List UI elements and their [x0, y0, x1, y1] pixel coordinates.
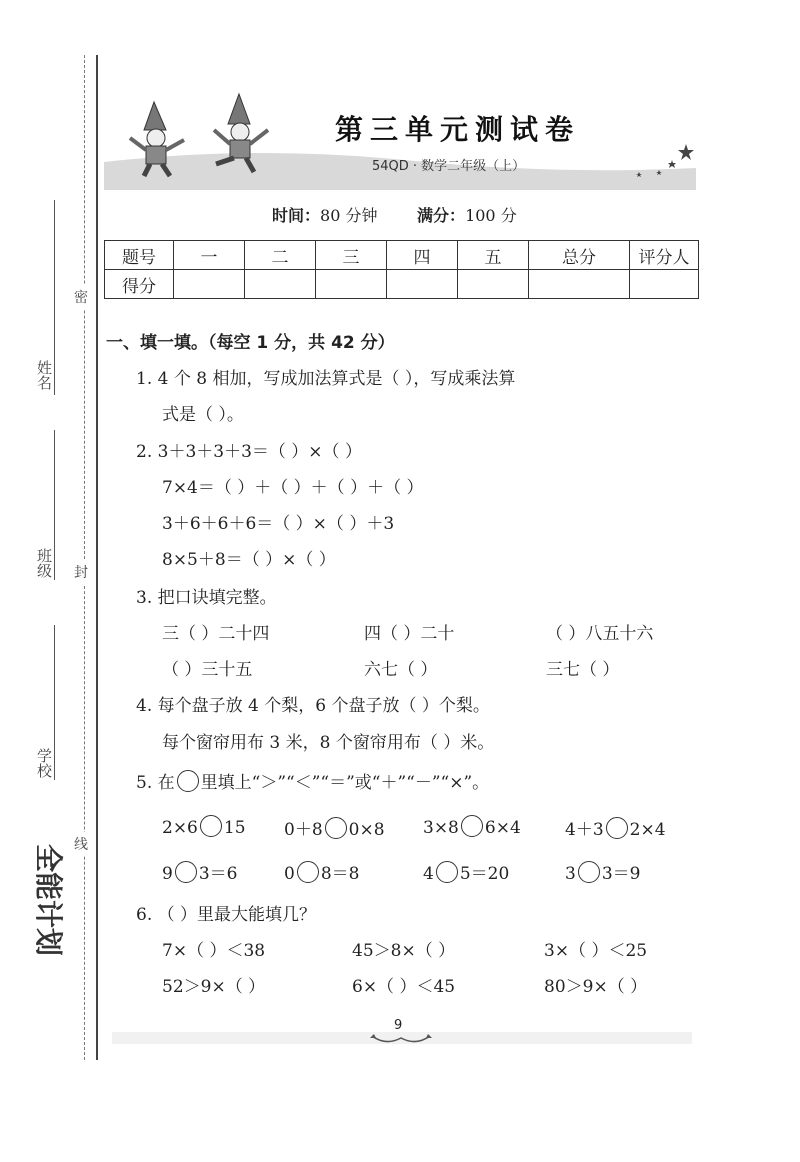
question-5a2: 0＋8 0×8: [284, 815, 385, 840]
binding-line: [96, 55, 98, 1060]
seal-mi: 密: [74, 285, 88, 309]
answer-circle[interactable]: [578, 861, 600, 883]
section-hint: （每空 1 分，共 42 分）: [208, 333, 395, 353]
circle-icon: [177, 770, 199, 792]
answer-circle[interactable]: [436, 861, 458, 883]
question-1b: 式是（ ）。: [162, 405, 244, 425]
question-1a: 1. 4 个 8 相加，写成加法算式是（ ），写成乘法算: [136, 369, 516, 389]
question-5b4: 3 3＝9: [565, 859, 640, 884]
cut-line-dashed: [84, 55, 85, 1060]
school-label: 学校: [35, 748, 53, 778]
question-6a1: 7×（ ）＜38: [162, 941, 266, 961]
question-6: 6. （ ）里最大能填几？: [136, 905, 317, 925]
table-cell: 一: [174, 241, 245, 270]
section-heading: [106, 328, 395, 353]
table-cell: 三: [316, 241, 387, 270]
question-4b: 每个窗帘用布 3 米，8 个窗帘用布（ ）米。: [162, 733, 495, 753]
school-blank[interactable]: [54, 625, 55, 780]
question-5b1: 9 3＝6: [162, 859, 237, 884]
question-6b1: 52＞9×（ ）: [162, 977, 266, 997]
score-header-row: [105, 241, 699, 270]
score-cell[interactable]: [245, 270, 316, 299]
score-value-row: [105, 270, 699, 299]
question-3b1: （ ）三十五: [162, 660, 253, 680]
question-4a: 4. 每个盘子放 4 个梨，6 个盘子放（ ）个梨。: [136, 696, 490, 716]
question-2b: 7×4＝（ ）＋（ ）＋（ ）＋（ ）: [162, 478, 424, 498]
question-5b3: 4 5＝20: [423, 859, 509, 884]
section-title: 一、填一填。: [106, 333, 208, 353]
seal-xian: 线: [74, 832, 88, 856]
brand-logo: [22, 830, 76, 970]
page-number: 9: [394, 1018, 403, 1033]
question-5a1: 2×6 15: [162, 815, 246, 838]
page-subtitle: 54QD · 数学二年级（上）: [372, 159, 526, 174]
name-blank[interactable]: [54, 200, 55, 395]
score-cell[interactable]: [458, 270, 529, 299]
question-3: 3. 把口诀填完整。: [136, 588, 277, 608]
score-label: 满分：: [417, 206, 466, 225]
class-blank[interactable]: [54, 430, 55, 580]
score-cell[interactable]: [529, 270, 630, 299]
question-2a: 2. 3＋3＋3＋3＝（ ）×（ ）: [136, 442, 362, 462]
question-6a2: 45＞8×（ ）: [352, 941, 456, 961]
table-cell: 评分人: [630, 241, 699, 270]
question-5a4: 4＋3 2×4: [565, 815, 666, 840]
question-5: 5. 在 里填上“＞”“＜”“＝”或“＋”“－”“×”。: [136, 768, 489, 793]
name-label: 姓名: [35, 360, 53, 390]
table-cell: 题号: [105, 241, 174, 270]
question-3b3: 三七（ ）: [546, 660, 620, 680]
question-2c: 3＋6＋6＋6＝（ ）×（ ）＋3: [162, 514, 395, 534]
table-cell: 得分: [105, 270, 174, 299]
page-title: 第三单元测试卷: [335, 113, 581, 146]
answer-circle[interactable]: [200, 815, 222, 837]
answer-circle[interactable]: [297, 861, 319, 883]
question-6b2: 6×（ ）＜45: [352, 977, 456, 997]
score-cell[interactable]: [174, 270, 245, 299]
score-table: [104, 240, 699, 299]
answer-circle[interactable]: [606, 817, 628, 839]
score-cell[interactable]: [316, 270, 387, 299]
time-info: [272, 203, 517, 226]
time-label: 时间：: [272, 206, 321, 225]
question-6a3: 3×（ ）＜25: [544, 941, 648, 961]
table-cell: 五: [458, 241, 529, 270]
table-cell: 二: [245, 241, 316, 270]
question-5b2: 0 8＝8: [284, 859, 359, 884]
answer-circle[interactable]: [325, 817, 347, 839]
answer-circle[interactable]: [461, 815, 483, 837]
table-cell: 总分: [529, 241, 630, 270]
score-value: 100 分: [465, 206, 517, 225]
seal-feng: 封: [74, 560, 88, 584]
question-3b2: 六七（ ）: [364, 660, 438, 680]
score-cell[interactable]: [387, 270, 458, 299]
brand-text: 全能计划: [32, 843, 65, 957]
question-6b3: 80＞9×（ ）: [544, 977, 648, 997]
question-5a3: 3×8 6×4: [423, 815, 521, 838]
question-3a1: 三（ ）二十四: [162, 624, 270, 644]
table-cell: 四: [387, 241, 458, 270]
question-2d: 8×5＋8＝（ ）×（ ）: [162, 550, 336, 570]
question-3a2: 四（ ）二十: [364, 624, 455, 644]
question-3a3: （ ）八五十六: [546, 624, 654, 644]
class-label: 班级: [35, 548, 53, 578]
score-cell[interactable]: [630, 270, 699, 299]
time-value: 80 分钟: [320, 206, 378, 225]
answer-circle[interactable]: [175, 861, 197, 883]
